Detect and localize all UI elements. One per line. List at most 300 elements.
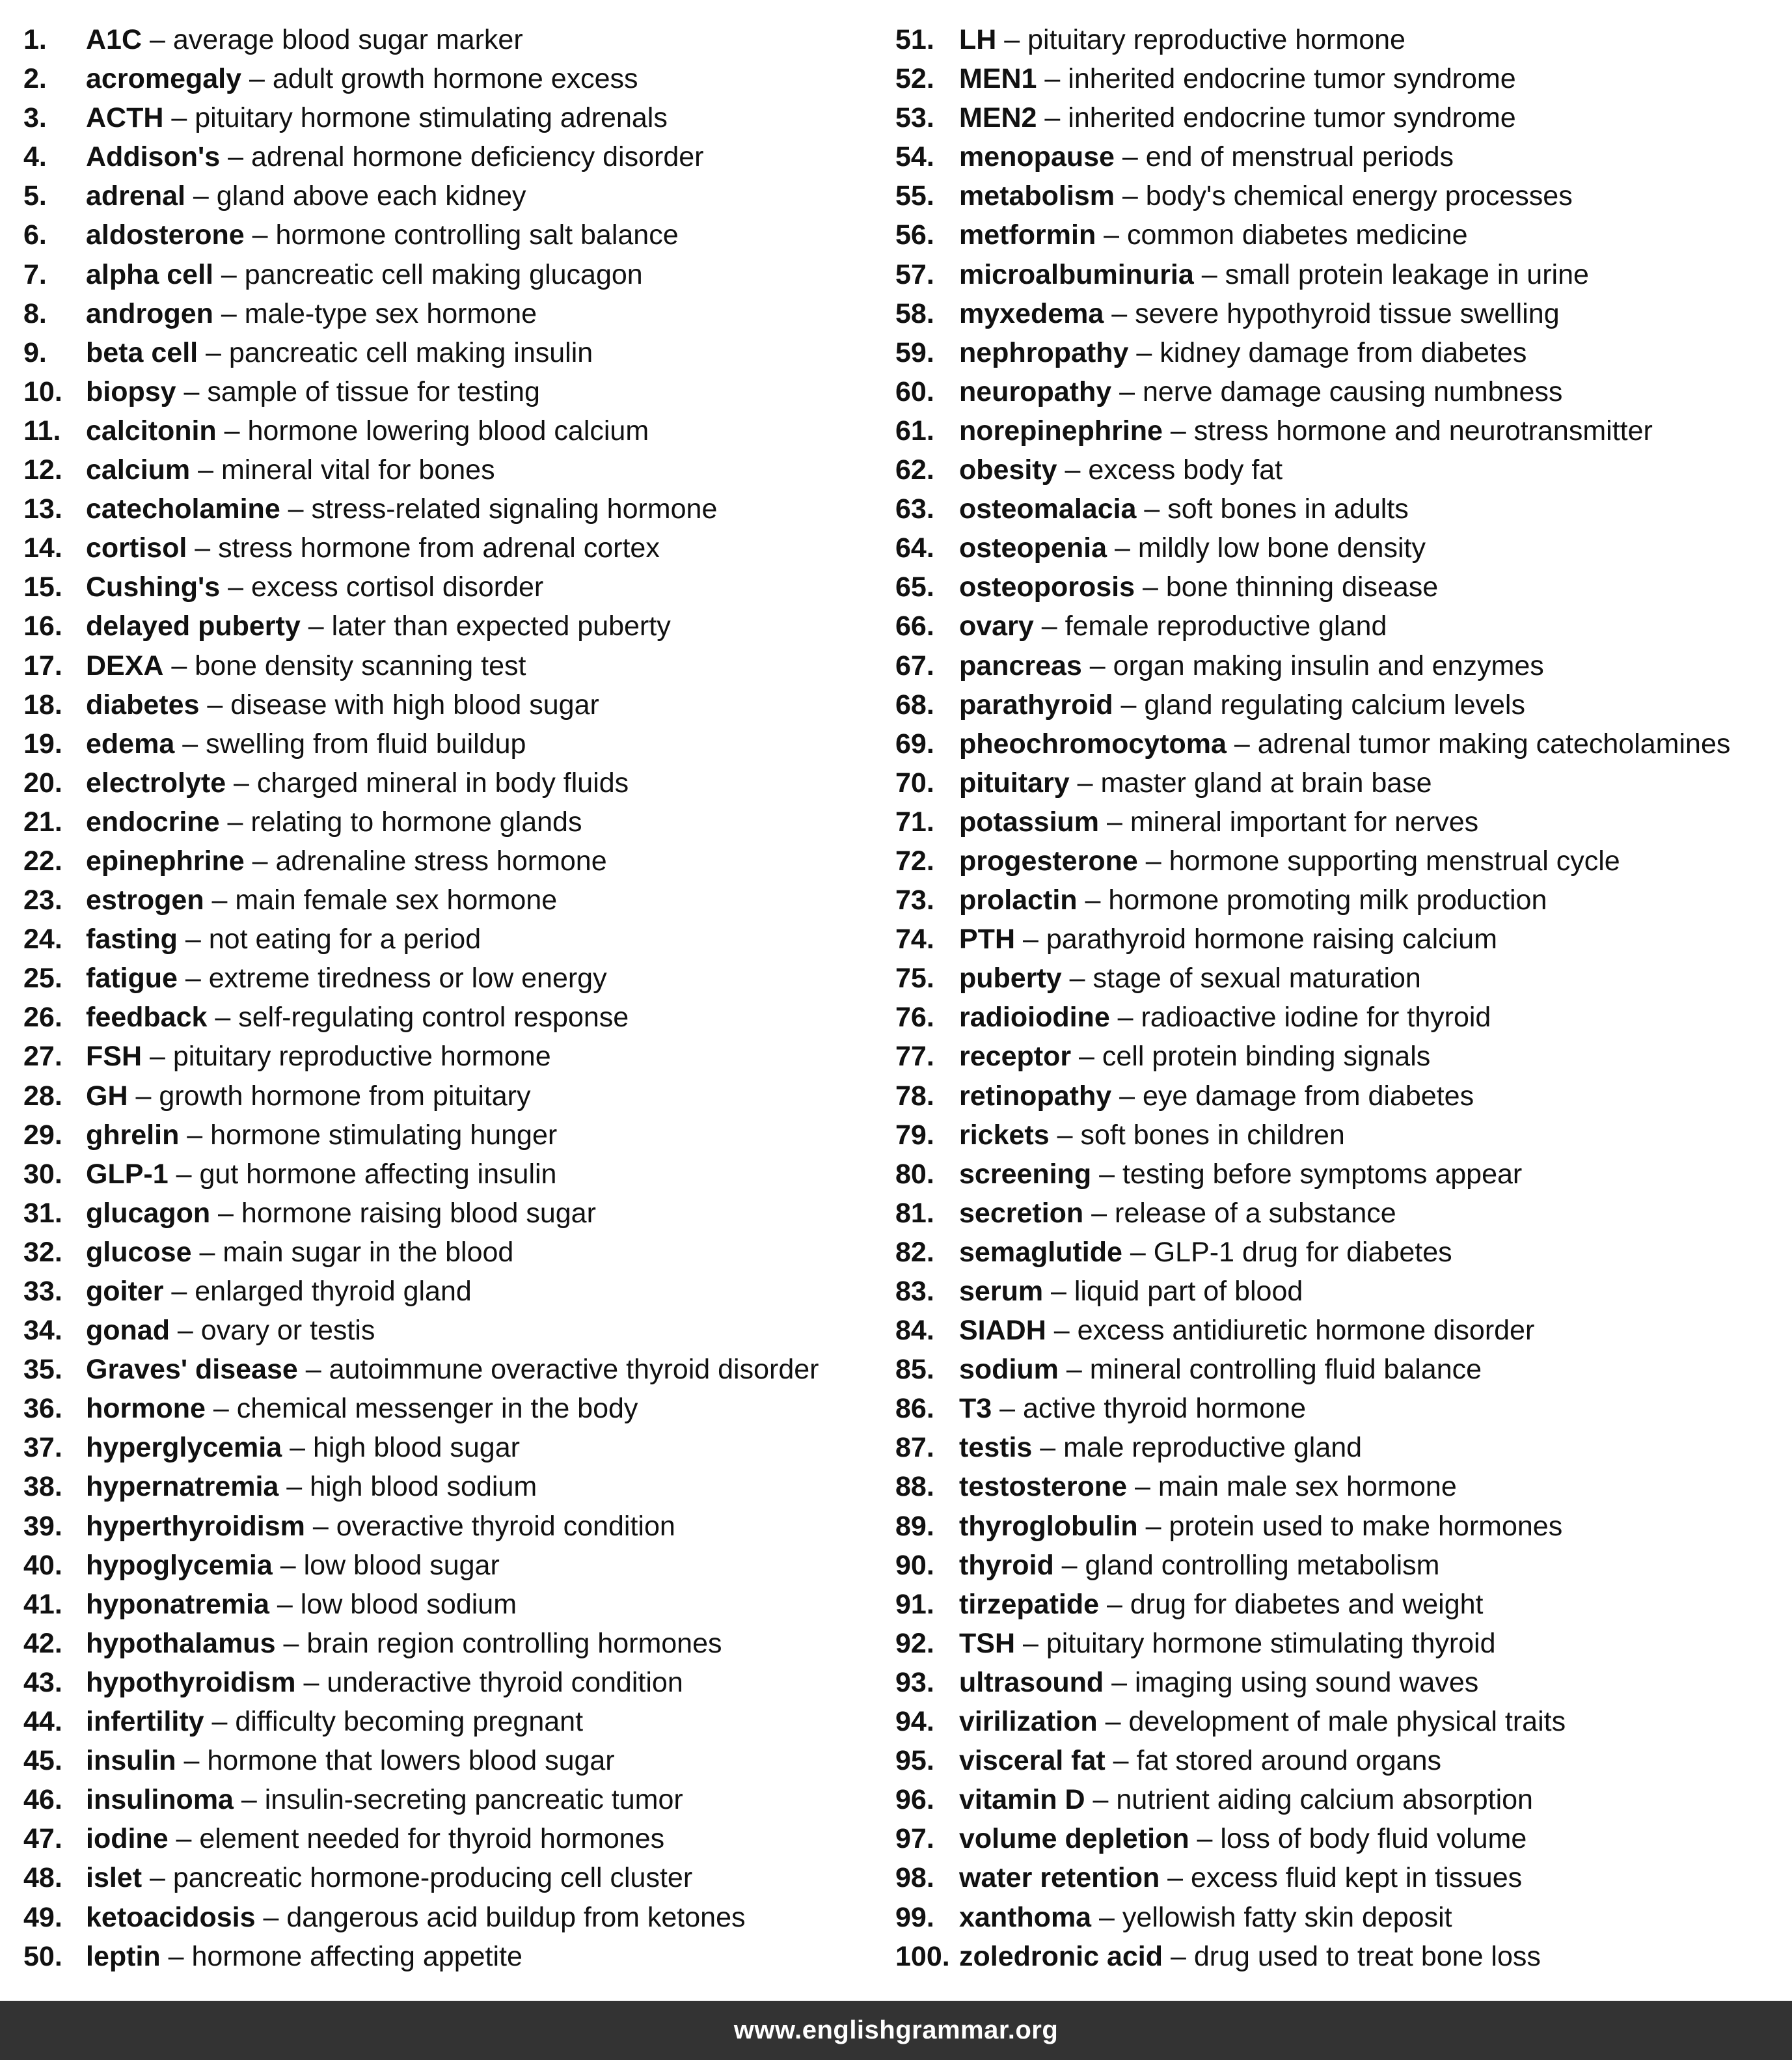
entry-term: GH <box>86 1080 128 1112</box>
glossary-entry <box>895 1272 1787 1311</box>
entry-separator: – <box>297 1354 329 1386</box>
entry-term: edema <box>86 728 175 760</box>
glossary-entry <box>895 803 1787 842</box>
glossary-entry <box>23 1272 869 1311</box>
entry-number: 25. <box>23 963 62 995</box>
entry-term: obesity <box>959 454 1057 486</box>
entry-separator: – <box>213 297 245 329</box>
glossary-entry <box>23 411 869 450</box>
entry-number: 24. <box>23 924 62 955</box>
entry-term: hypothyroidism <box>86 1666 296 1698</box>
entry-definition: dangerous acid buildup from ketones <box>286 1901 746 1933</box>
entry-term: delayed puberty <box>86 611 301 642</box>
entry-definition: low blood sodium <box>300 1588 517 1620</box>
entry-number: 72. <box>895 845 934 877</box>
entry-term: beta cell <box>86 336 198 368</box>
entry-definition: adrenal tumor making catecholamines <box>1257 728 1731 760</box>
glossary-entry <box>895 1155 1787 1194</box>
glossary-entry <box>895 959 1787 998</box>
entry-number: 56. <box>895 219 934 251</box>
entry-definition: pituitary reproductive hormone <box>1027 24 1405 55</box>
entry-definition: radioactive iodine for thyroid <box>1141 1002 1491 1034</box>
entry-number: 63. <box>895 493 934 525</box>
entry-number: 16. <box>23 611 62 642</box>
glossary-entry <box>895 1780 1787 1819</box>
entry-definition: release of a substance <box>1115 1197 1396 1229</box>
entry-separator: – <box>1193 258 1225 290</box>
entry-separator: – <box>142 1041 173 1073</box>
entry-number: 3. <box>23 102 47 134</box>
entry-term: water retention <box>959 1862 1160 1894</box>
entry-separator: – <box>199 689 231 721</box>
entry-separator: – <box>190 454 221 486</box>
entry-separator: – <box>142 1862 173 1894</box>
entry-term: sodium <box>959 1354 1059 1386</box>
entry-definition: low blood sugar <box>303 1549 500 1581</box>
entry-number: 87. <box>895 1432 934 1464</box>
glossary-entry <box>23 803 869 842</box>
entry-definition: chemical messenger in the body <box>236 1393 638 1425</box>
entry-term: gonad <box>86 1315 170 1347</box>
entry-definition: loss of body fluid volume <box>1220 1823 1527 1855</box>
glossary-entry <box>23 1585 869 1624</box>
entry-separator: – <box>204 885 236 916</box>
entry-definition: drug for diabetes and weight <box>1130 1588 1484 1620</box>
entry-separator: – <box>278 1471 310 1503</box>
entry-separator: – <box>1104 297 1135 329</box>
entry-term: androgen <box>86 297 213 329</box>
entry-definition: male reproductive gland <box>1063 1432 1363 1464</box>
entry-separator: – <box>163 650 195 681</box>
entry-separator: – <box>269 1588 301 1620</box>
entry-separator: – <box>275 1627 307 1659</box>
entry-separator: – <box>204 1706 236 1738</box>
entry-definition: stage of sexual maturation <box>1093 963 1421 995</box>
entry-separator: – <box>210 1197 241 1229</box>
entry-separator: – <box>280 493 312 525</box>
entry-definition: adrenaline stress hormone <box>275 845 607 877</box>
glossary-entry <box>895 881 1787 920</box>
entry-separator: – <box>300 611 332 642</box>
entry-separator: – <box>216 415 248 446</box>
entry-number: 70. <box>895 767 934 799</box>
glossary-entry <box>895 724 1787 763</box>
entry-term: nephropathy <box>959 336 1129 368</box>
entry-term: calcitonin <box>86 415 217 446</box>
entry-separator: – <box>1162 415 1194 446</box>
entry-definition: protein used to make hormones <box>1169 1510 1563 1542</box>
entry-number: 60. <box>895 376 934 407</box>
entry-number: 53. <box>895 102 934 134</box>
entry-separator: – <box>226 767 257 799</box>
entry-separator: – <box>1104 1666 1135 1698</box>
entry-separator: – <box>282 1432 313 1464</box>
entry-number: 61. <box>895 415 934 446</box>
glossary-entry <box>23 1311 869 1350</box>
entry-number: 75. <box>895 963 934 995</box>
entry-definition: overactive thyroid condition <box>336 1510 675 1542</box>
glossary-entry <box>23 1389 869 1428</box>
entry-separator: – <box>1137 845 1169 877</box>
entry-term: T3 <box>959 1393 992 1425</box>
glossary-entry <box>23 1819 869 1858</box>
entry-definition: small protein leakage in urine <box>1225 258 1589 290</box>
entry-term: insulinoma <box>86 1784 234 1816</box>
entry-definition: excess antidiuretic hormone disorder <box>1077 1315 1535 1347</box>
entry-number: 6. <box>23 219 47 251</box>
entry-definition: hormone promoting milk production <box>1108 885 1547 916</box>
entry-term: PTH <box>959 924 1015 955</box>
entry-separator: – <box>1111 376 1143 407</box>
entry-term: acromegaly <box>86 63 242 95</box>
entry-number: 92. <box>895 1627 934 1659</box>
glossary-entry <box>23 215 869 254</box>
glossary-entry <box>23 489 869 529</box>
entry-number: 99. <box>895 1901 934 1933</box>
entry-number: 26. <box>23 1002 62 1034</box>
entry-separator: – <box>168 1823 200 1855</box>
glossary-entry <box>895 1702 1787 1741</box>
entry-term: adrenal <box>86 180 185 212</box>
entry-number: 98. <box>895 1862 934 1894</box>
entry-definition: body's chemical energy processes <box>1145 180 1573 212</box>
entry-number: 91. <box>895 1588 934 1620</box>
entry-separator: – <box>205 1393 237 1425</box>
entry-separator: – <box>220 141 251 173</box>
glossary-entry <box>23 1780 869 1819</box>
entry-definition: organ making insulin and enzymes <box>1113 650 1544 681</box>
glossary-entry <box>23 763 869 803</box>
entry-number: 52. <box>895 63 934 95</box>
entry-definition: soft bones in children <box>1080 1119 1345 1151</box>
entry-number: 82. <box>895 1236 934 1268</box>
entry-number: 15. <box>23 571 62 603</box>
entry-term: hypothalamus <box>86 1627 276 1659</box>
entry-number: 54. <box>895 141 934 173</box>
glossary-entry <box>23 1663 869 1702</box>
glossary-entry <box>895 98 1787 137</box>
entry-number: 64. <box>895 532 934 564</box>
entry-term: TSH <box>959 1627 1015 1659</box>
entry-separator: – <box>1015 1627 1046 1659</box>
entry-separator: – <box>163 102 195 134</box>
entry-separator: – <box>1058 1354 1090 1386</box>
entry-term: hypoglycemia <box>86 1549 273 1581</box>
glossary-entry <box>23 1546 869 1585</box>
entry-number: 78. <box>895 1080 934 1112</box>
entry-number: 23. <box>23 885 62 916</box>
entry-term: Graves' disease <box>86 1354 298 1386</box>
glossary-entry <box>895 646 1787 685</box>
entry-number: 62. <box>895 454 934 486</box>
entry-definition: mineral important for nerves <box>1130 806 1479 838</box>
entry-separator: – <box>163 1276 195 1307</box>
entry-definition: mineral vital for bones <box>221 454 495 486</box>
entry-separator: – <box>1015 924 1046 955</box>
entry-definition: drug used to treat bone loss <box>1193 1940 1541 1972</box>
entry-number: 94. <box>895 1706 934 1738</box>
entry-term: puberty <box>959 963 1062 995</box>
glossary-entry <box>23 1194 869 1233</box>
entry-separator: – <box>992 1393 1023 1425</box>
entry-number: 2. <box>23 63 47 95</box>
entry-definition: pancreatic hormone-producing cell cluster <box>172 1862 693 1894</box>
entry-definition: adrenal hormone deficiency disorder <box>251 141 704 173</box>
glossary-entry <box>895 1741 1787 1780</box>
glossary-entry <box>23 1624 869 1663</box>
glossary-entry <box>23 255 869 294</box>
entry-term: pancreas <box>959 650 1082 681</box>
entry-definition: stress hormone from adrenal cortex <box>218 532 660 564</box>
entry-definition: cell protein binding signals <box>1102 1041 1431 1073</box>
entry-term: pituitary <box>959 767 1070 799</box>
entry-term: SIADH <box>959 1315 1046 1347</box>
entry-number: 11. <box>23 415 61 446</box>
entry-separator: – <box>1033 611 1065 642</box>
glossary-entry <box>23 372 869 411</box>
glossary-entry <box>23 529 869 568</box>
entry-term: catecholamine <box>86 493 280 525</box>
glossary-entry <box>895 529 1787 568</box>
entry-term: epinephrine <box>86 845 245 877</box>
entry-term: glucagon <box>86 1197 211 1229</box>
entry-definition: pancreatic cell making insulin <box>228 336 593 368</box>
entry-definition: pituitary hormone stimulating adrenals <box>195 102 668 134</box>
entry-term: progesterone <box>959 845 1138 877</box>
entry-term: ovary <box>959 611 1034 642</box>
entry-definition: fat stored around organs <box>1136 1745 1442 1777</box>
entry-definition: nutrient aiding calcium absorption <box>1116 1784 1533 1816</box>
entry-definition: underactive thyroid condition <box>327 1666 683 1698</box>
entry-term: diabetes <box>86 689 200 721</box>
entry-number: 93. <box>895 1666 934 1698</box>
entry-separator: – <box>1069 767 1101 799</box>
entry-number: 20. <box>23 767 62 799</box>
entry-separator: – <box>128 1080 159 1112</box>
entry-term: ghrelin <box>86 1119 180 1151</box>
entry-term: metformin <box>959 219 1096 251</box>
entry-number: 79. <box>895 1119 934 1151</box>
glossary-entry <box>895 763 1787 803</box>
entry-term: osteoporosis <box>959 571 1135 603</box>
entry-term: iodine <box>86 1823 169 1855</box>
entry-number: 27. <box>23 1041 62 1073</box>
entry-term: thyroglobulin <box>959 1510 1138 1542</box>
entry-definition: not eating for a period <box>208 924 482 955</box>
glossary-entry <box>23 1507 869 1546</box>
entry-term: microalbuminuria <box>959 258 1194 290</box>
entry-separator: – <box>1109 1002 1141 1034</box>
entry-number: 68. <box>895 689 934 721</box>
glossary-entry <box>23 1233 869 1272</box>
entry-number: 32. <box>23 1236 62 1268</box>
entry-number: 29. <box>23 1119 62 1151</box>
entry-term: volume depletion <box>959 1823 1189 1855</box>
entry-definition: liquid part of blood <box>1074 1276 1303 1307</box>
entry-separator: – <box>176 1745 208 1777</box>
footer-bar <box>0 2001 1792 2060</box>
entry-separator: – <box>244 845 276 877</box>
entry-separator: – <box>1032 1432 1064 1464</box>
entry-term: osteomalacia <box>959 493 1137 525</box>
entry-number: 41. <box>23 1588 62 1620</box>
entry-separator: – <box>1096 219 1128 251</box>
entry-number: 67. <box>895 650 934 681</box>
entry-definition: autoimmune overactive thyroid disorder <box>329 1354 819 1386</box>
entry-separator: – <box>1071 1041 1102 1073</box>
entry-definition: kidney damage from diabetes <box>1160 336 1527 368</box>
entry-definition: mineral controlling fluid balance <box>1089 1354 1482 1386</box>
entry-number: 28. <box>23 1080 62 1112</box>
entry-definition: main sugar in the blood <box>223 1236 514 1268</box>
entry-definition: disease with high blood sugar <box>230 689 599 721</box>
entry-separator: – <box>187 532 219 564</box>
entry-term: norepinephrine <box>959 415 1163 446</box>
entry-separator: – <box>1105 1745 1137 1777</box>
entry-number: 5. <box>23 180 47 212</box>
entry-term: pheochromocytoma <box>959 728 1227 760</box>
entry-term: osteopenia <box>959 532 1107 564</box>
entry-term: GLP-1 <box>86 1158 169 1190</box>
entry-term: virilization <box>959 1706 1098 1738</box>
entry-definition: stress-related signaling hormone <box>311 493 718 525</box>
entry-number: 47. <box>23 1823 62 1855</box>
entry-term: testis <box>959 1432 1033 1464</box>
glossary-entry <box>23 294 869 333</box>
entry-definition: master gland at brain base <box>1100 767 1432 799</box>
entry-term: myxedema <box>959 297 1104 329</box>
entry-separator: – <box>142 24 173 55</box>
entry-term: calcium <box>86 454 191 486</box>
entry-separator: – <box>1085 1784 1117 1816</box>
entry-number: 17. <box>23 650 62 681</box>
glossary-entry <box>23 646 869 685</box>
entry-term: biopsy <box>86 376 176 407</box>
entry-number: 10. <box>23 376 62 407</box>
entry-separator: – <box>1091 1158 1122 1190</box>
entry-separator: – <box>233 1784 265 1816</box>
entry-term: vitamin D <box>959 1784 1085 1816</box>
entry-definition: growth hormone from pituitary <box>159 1080 531 1112</box>
entry-definition: element needed for thyroid hormones <box>199 1823 665 1855</box>
entry-term: ultrasound <box>959 1666 1104 1698</box>
glossary-entry <box>895 1507 1787 1546</box>
entry-term: radioiodine <box>959 1002 1110 1034</box>
entry-term: neuropathy <box>959 376 1112 407</box>
entry-number: 73. <box>895 885 934 916</box>
entry-separator: – <box>1057 454 1089 486</box>
entry-number: 71. <box>895 806 934 838</box>
entry-definition: excess fluid kept in tissues <box>1191 1862 1523 1894</box>
entry-separator: – <box>1091 1901 1122 1933</box>
entry-definition: gland regulating calcium levels <box>1144 689 1525 721</box>
entry-definition: female reproductive gland <box>1065 611 1387 642</box>
glossary-entry <box>895 372 1787 411</box>
glossary-entry <box>895 607 1787 646</box>
entry-number: 83. <box>895 1276 934 1307</box>
glossary-entry <box>895 920 1787 959</box>
glossary-entry <box>23 1937 869 1976</box>
entry-definition: end of menstrual periods <box>1145 141 1454 173</box>
entry-separator: – <box>207 1002 239 1034</box>
glossary-entry <box>895 1037 1787 1076</box>
entry-separator: – <box>272 1549 304 1581</box>
entry-separator: – <box>244 219 276 251</box>
glossary-entry <box>895 59 1787 98</box>
entry-separator: – <box>1114 141 1146 173</box>
entry-term: thyroid <box>959 1549 1054 1581</box>
entry-term: semaglutide <box>959 1236 1122 1268</box>
entry-definition: common diabetes medicine <box>1127 219 1468 251</box>
glossary-entry <box>23 1858 869 1897</box>
entry-separator: – <box>241 63 273 95</box>
entry-number: 1. <box>23 24 47 55</box>
entry-definition: bone density scanning test <box>195 650 526 681</box>
entry-definition: hormone raising blood sugar <box>241 1197 596 1229</box>
entry-number: 48. <box>23 1862 62 1894</box>
entry-number: 43. <box>23 1666 62 1698</box>
glossary-entry <box>895 1311 1787 1350</box>
entry-separator: – <box>1083 1197 1115 1229</box>
glossary-entry <box>895 842 1787 881</box>
entry-term: menopause <box>959 141 1115 173</box>
glossary-entry <box>895 450 1787 489</box>
entry-term: fatigue <box>86 963 178 995</box>
entry-term: A1C <box>86 24 143 55</box>
entry-separator: – <box>1163 1940 1194 1972</box>
entry-definition: enlarged thyroid gland <box>195 1276 472 1307</box>
entry-separator: – <box>1053 1549 1085 1581</box>
entry-definition: gland above each kidney <box>216 180 526 212</box>
entry-separator: – <box>1189 1823 1221 1855</box>
entry-number: 44. <box>23 1706 62 1738</box>
entry-number: 51. <box>895 24 934 55</box>
entry-term: hypernatremia <box>86 1471 279 1503</box>
footer-website-link[interactable]: www.englishgrammar.org <box>733 2016 1059 2044</box>
entry-definition: difficulty becoming pregnant <box>235 1706 584 1738</box>
entry-number: 42. <box>23 1627 62 1659</box>
entry-term: insulin <box>86 1745 176 1777</box>
entry-term: infertility <box>86 1706 204 1738</box>
glossary-left-column <box>23 20 869 1976</box>
glossary-entry <box>23 1037 869 1076</box>
entry-term: alpha cell <box>86 258 213 290</box>
entry-term: parathyroid <box>959 689 1113 721</box>
entry-separator: – <box>1113 689 1145 721</box>
entry-number: 13. <box>23 493 62 525</box>
glossary-entry <box>23 998 869 1037</box>
entry-separator: – <box>305 1510 336 1542</box>
entry-separator: – <box>1128 336 1160 368</box>
entry-definition: hormone controlling salt balance <box>275 219 679 251</box>
glossary-entry <box>895 215 1787 254</box>
entry-term: rickets <box>959 1119 1050 1151</box>
entry-number: 31. <box>23 1197 62 1229</box>
entry-term: hormone <box>86 1393 206 1425</box>
entry-number: 21. <box>23 806 62 838</box>
entry-term: leptin <box>86 1940 161 1972</box>
entry-separator: – <box>1137 1510 1169 1542</box>
entry-number: 4. <box>23 141 47 173</box>
glossary-entry <box>895 1077 1787 1116</box>
entry-definition: development of male physical traits <box>1128 1706 1566 1738</box>
entry-number: 37. <box>23 1432 62 1464</box>
glossary-entry <box>895 489 1787 529</box>
entry-number: 34. <box>23 1315 62 1347</box>
entry-separator: – <box>1049 1119 1081 1151</box>
glossary-entry <box>23 685 869 724</box>
entry-definition: excess body fat <box>1088 454 1283 486</box>
